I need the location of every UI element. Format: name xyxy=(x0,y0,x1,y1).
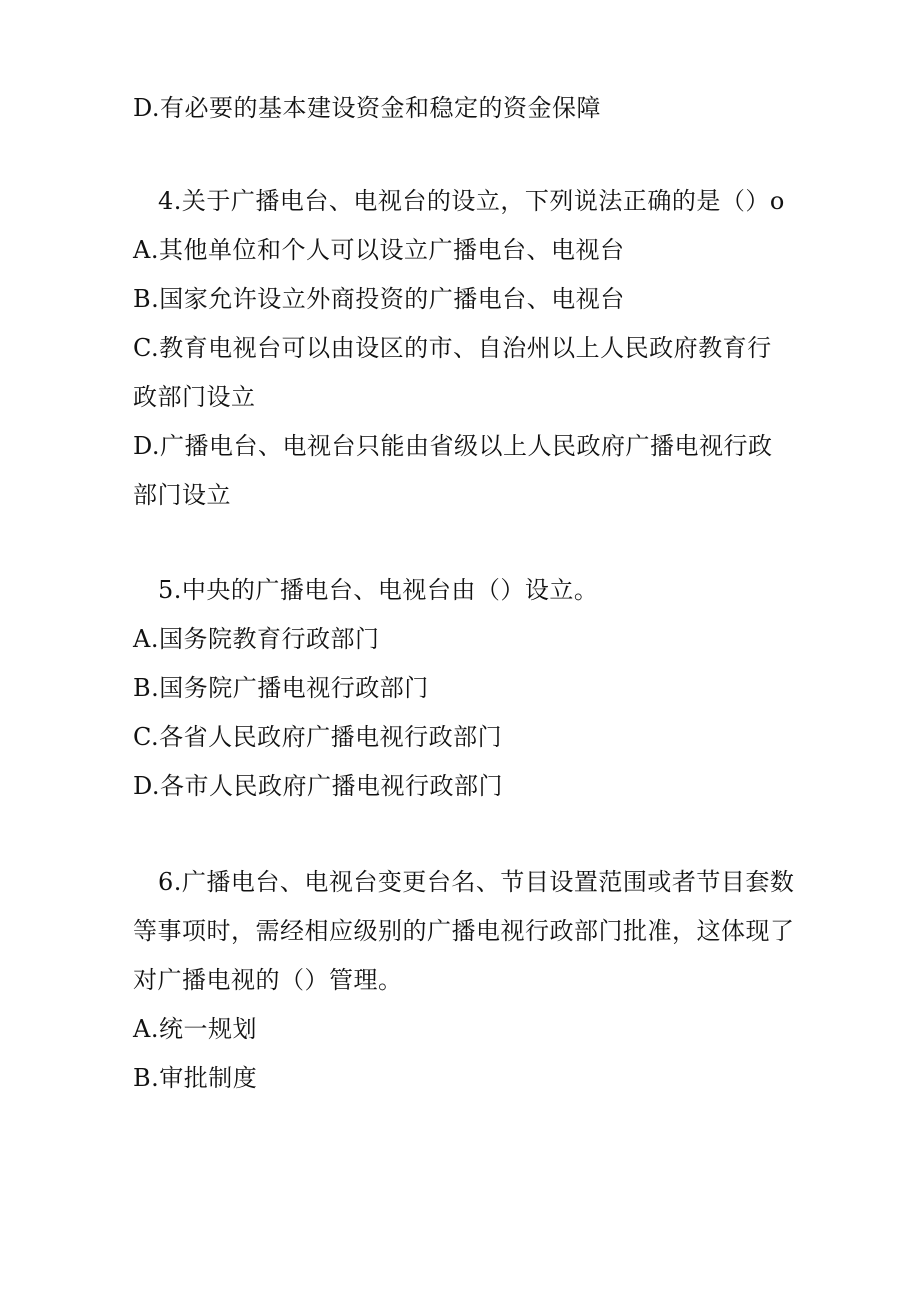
q5-option-a: A.国务院教育行政部门 xyxy=(133,625,380,653)
q5-option-b: B.国务院广播电视行政部门 xyxy=(133,674,429,702)
q4-option-a: A.其他单位和个人可以设立广播电台、电视台 xyxy=(133,236,625,264)
q4-option-d-line1: D.广播电台、电视台只能由省级以上人民政府广播电视行政 xyxy=(133,432,773,460)
q4-option-c-line1: C.教育电视台可以由设区的市、自治州以上人民政府教育行 xyxy=(133,334,772,362)
q6-stem-line2: 等事项时，需经相应级别的广播电视行政部门批准，这体现了 xyxy=(133,917,795,945)
q6-stem-line1: 6.广播电台、电视台变更台名、节目设置范围或者节目套数 xyxy=(158,868,795,896)
q6-stem-line3: 对广播电视的（）管理。 xyxy=(133,966,403,994)
q3-option-d: D.有必要的基本建设资金和稳定的资金保障 xyxy=(133,94,602,122)
q6-option-a: A.统一规划 xyxy=(133,1015,257,1043)
q6-option-b: B.审批制度 xyxy=(133,1064,258,1092)
q5-option-c: C.各省人民政府广播电视行政部门 xyxy=(133,723,503,751)
q4-option-b: B.国家允许设立外商投资的广播电台、电视台 xyxy=(133,285,625,313)
q4-option-c-line2: 政部门设立 xyxy=(133,383,256,411)
q5-stem: 5.中央的广播电台、电视台由（）设立。 xyxy=(158,576,599,604)
q5-option-d: D.各市人民政府广播电视行政部门 xyxy=(133,772,504,800)
q4-stem: 4.关于广播电台、电视台的设立，下列说法正确的是（）o xyxy=(158,187,785,215)
q4-option-d-line2: 部门设立 xyxy=(133,481,231,509)
